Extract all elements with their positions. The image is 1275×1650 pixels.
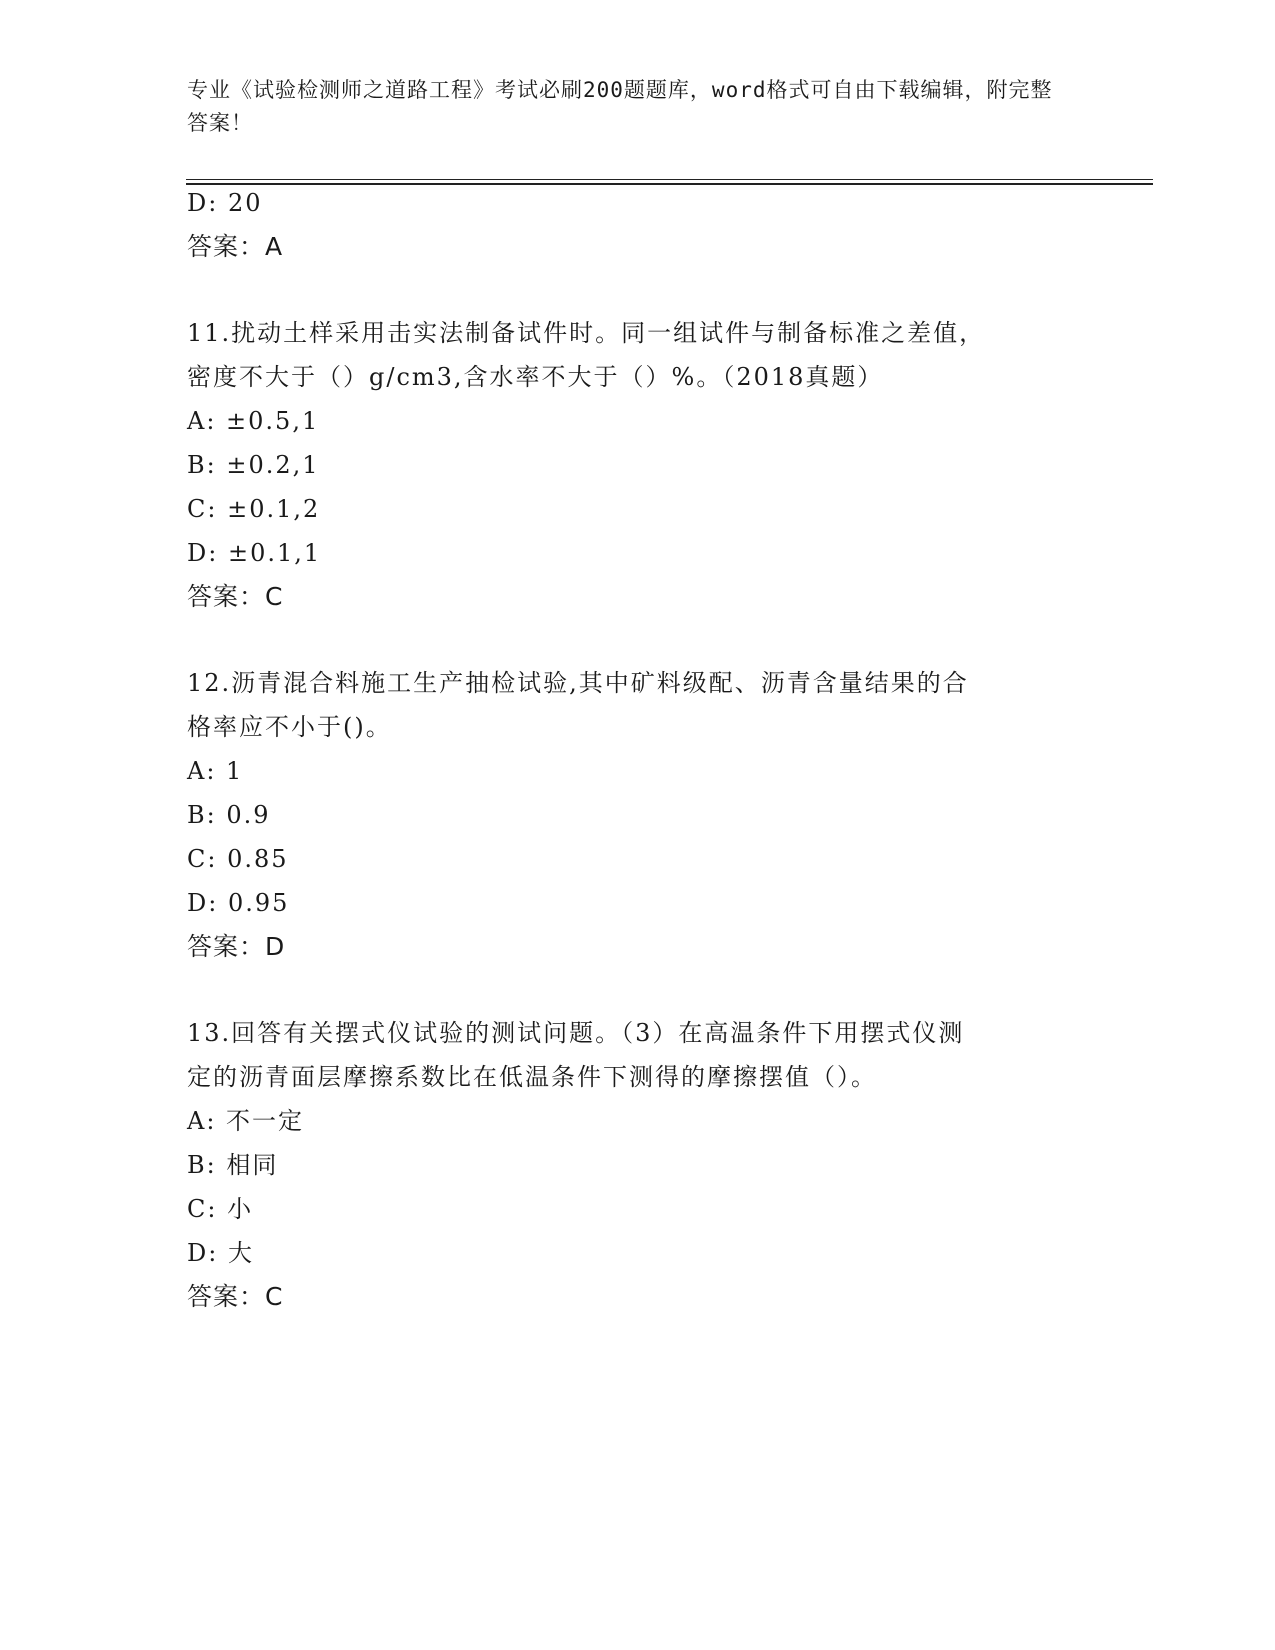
question-13-answer: 答案：C	[187, 1282, 284, 1311]
question-11-text-line-2: 密度不大于（）g/cm3,含水率不大于（）%。（2018真题）	[187, 363, 884, 391]
question-12-answer: 答案：D	[187, 932, 286, 961]
question-13-text-line-2: 定的沥青面层摩擦系数比在低温条件下测得的摩擦摆值（）。	[187, 1063, 877, 1091]
prev-option-d: D: 20	[187, 189, 263, 217]
question-11-text-line-1: 11.扰动土样采用击实法制备试件时。同一组试件与制备标准之差值，	[187, 319, 986, 347]
question-11-option-b: B: ±0.2,1	[187, 451, 320, 479]
document-header: 专业《试验检测师之道路工程》考试必刷200题题库，word格式可自由下载编辑，附完整答案！	[187, 78, 1053, 135]
question-11-option-c: C: ±0.1,2	[187, 495, 321, 523]
question-13-option-b: B: 相同	[187, 1151, 279, 1179]
question-13-text-line-1: 13.回答有关摆式仪试验的测试问题。（3）在高温条件下用摆式仪测	[187, 1019, 965, 1047]
question-13-option-d: D: 大	[187, 1239, 254, 1267]
question-11-option-d: D: ±0.1,1	[187, 539, 322, 567]
question-12-text-line-2: 格率应不小于()。	[187, 713, 392, 741]
question-12-option-a: A: 1	[187, 757, 244, 785]
question-12-option-d: D: 0.95	[187, 889, 290, 917]
question-12-text-line-1: 12.沥青混合料施工生产抽检试验,其中矿料级配、沥青含量结果的合	[187, 669, 969, 697]
question-11-option-a: A: ±0.5,1	[187, 407, 320, 435]
prev-answer: 答案：A	[187, 232, 284, 261]
question-13-option-c: C: 小	[187, 1195, 254, 1223]
header-divider-top	[186, 179, 1153, 180]
question-13-option-a: A: 不一定	[187, 1107, 305, 1135]
question-12-option-c: C: 0.85	[187, 845, 289, 873]
header-divider-bottom	[186, 183, 1153, 185]
question-11-answer: 答案：C	[187, 582, 284, 611]
question-12-option-b: B: 0.9	[187, 801, 271, 829]
